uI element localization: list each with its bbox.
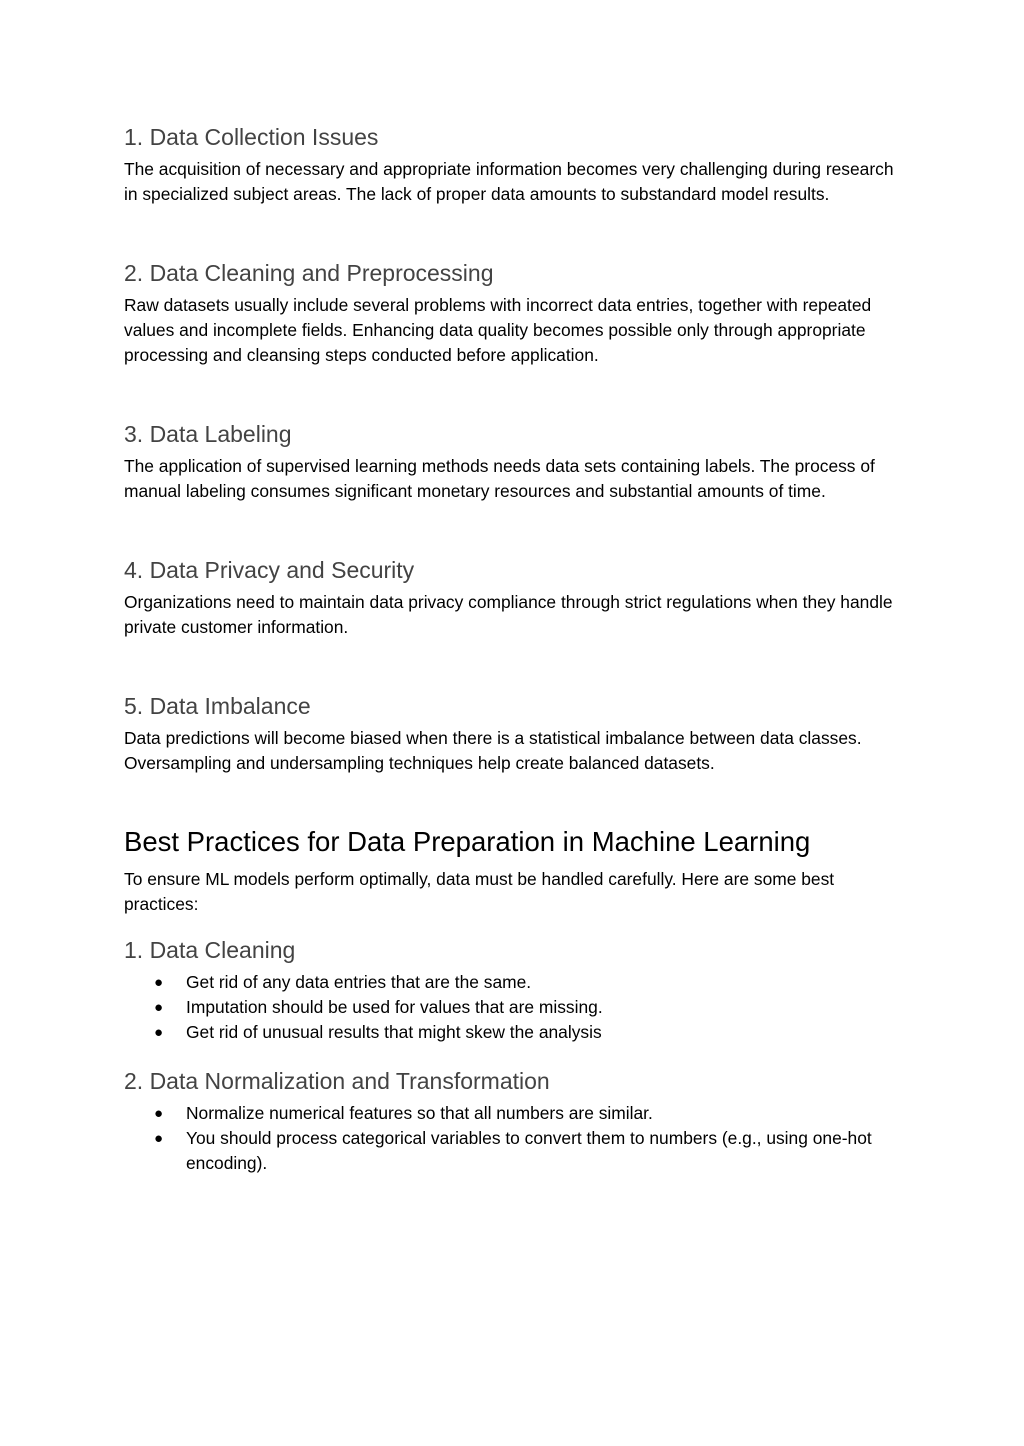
bullet-icon: ● — [154, 1105, 164, 1122]
list-item: ● Get rid of any data entries that are the same. — [124, 970, 904, 995]
list-item: ● Imputation should be used for values that are missing. — [124, 995, 904, 1020]
section-body-data-labeling: The application of supervised learning methods needs data sets containing labels. The process of manual labeling consumes significant monetary resources and substantial amounts of time. — [124, 456, 875, 501]
best-practices-title: Best Practices for Data Preparation in Machine Learning — [124, 826, 811, 857]
section-heading-data-privacy: 4. Data Privacy and Security — [124, 557, 415, 583]
document-page — [124, 122, 904, 1176]
practice-heading-data-cleaning: 1. Data Cleaning — [124, 937, 296, 963]
bullet-icon: ● — [154, 1024, 164, 1041]
list-item: ● Get rid of unusual results that might skew the analysis — [124, 1020, 904, 1045]
bullet-icon: ● — [154, 974, 164, 991]
bullet-icon: ● — [154, 999, 164, 1016]
section-heading-data-imbalance: 5. Data Imbalance — [124, 693, 311, 719]
section-body-data-imbalance: Data predictions will become biased when there is a statistical imbalance between data classes. Oversampling and undersampling techniques help create balanced datasets. — [124, 728, 862, 773]
list-item: ● Normalize numerical features so that all numbers are similar. — [124, 1101, 904, 1126]
section-heading-data-cleaning-preprocessing: 2. Data Cleaning and Preprocessing — [124, 260, 494, 286]
list-item: ● You should process categorical variables to convert them to numbers (e.g., using one-hot encoding). — [154, 1128, 872, 1173]
section-body-data-privacy: Organizations need to maintain data privacy compliance through strict regulations when they handle private customer information. — [124, 592, 893, 637]
section-heading-data-collection: 1. Data Collection Issues — [124, 124, 379, 150]
section-body-data-cleaning-preprocessing: Raw datasets usually include several problems with incorrect data entries, together with repeated values and incomplete fields. Enhancing data quality becomes possible only through appropriate processing and cleansing steps conducted before application. — [124, 295, 872, 365]
section-heading-data-labeling: 3. Data Labeling — [124, 421, 292, 447]
section-body-data-collection: The acquisition of necessary and appropriate information becomes very challenging during research in specialized subject areas. The lack of proper data amounts to substandard model results. — [124, 159, 894, 204]
bullet-icon: ● — [154, 1130, 164, 1147]
practice-list-normalization — [124, 1101, 904, 1176]
practice-list-data-cleaning — [124, 970, 904, 1045]
practice-heading-normalization: 2. Data Normalization and Transformation — [124, 1068, 550, 1094]
best-practices-intro: To ensure ML models perform optimally, data must be handled carefully. Here are some best practices: — [124, 869, 835, 914]
